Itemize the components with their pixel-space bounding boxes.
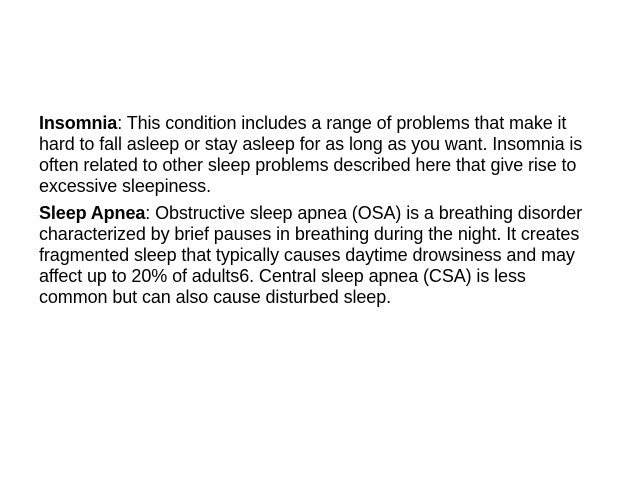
paragraph-sleep-apnea xyxy=(39,203,599,308)
definition-sleep-apnea: : Obstructive sleep apnea (OSA) is a breathing disorder characterized by brief pauses in breathing during the night. It creates fragmented sleep that typically causes daytime drowsiness and may affect up to 20% of adults6. Central sleep apnea (CSA) is less common but can also cause disturbed sleep. xyxy=(39,203,583,307)
paragraph-insomnia xyxy=(39,113,599,197)
term-insomnia: Insomnia xyxy=(39,113,118,133)
term-sleep-apnea: Sleep Apnea xyxy=(39,203,146,223)
definition-insomnia: : This condition includes a range of problems that make it hard to fall asleep or stay asleep for as long as you want. Insomnia is often related to other sleep problems described here that give rise to excessive sleepiness. xyxy=(39,113,583,196)
slide-body xyxy=(39,113,599,314)
